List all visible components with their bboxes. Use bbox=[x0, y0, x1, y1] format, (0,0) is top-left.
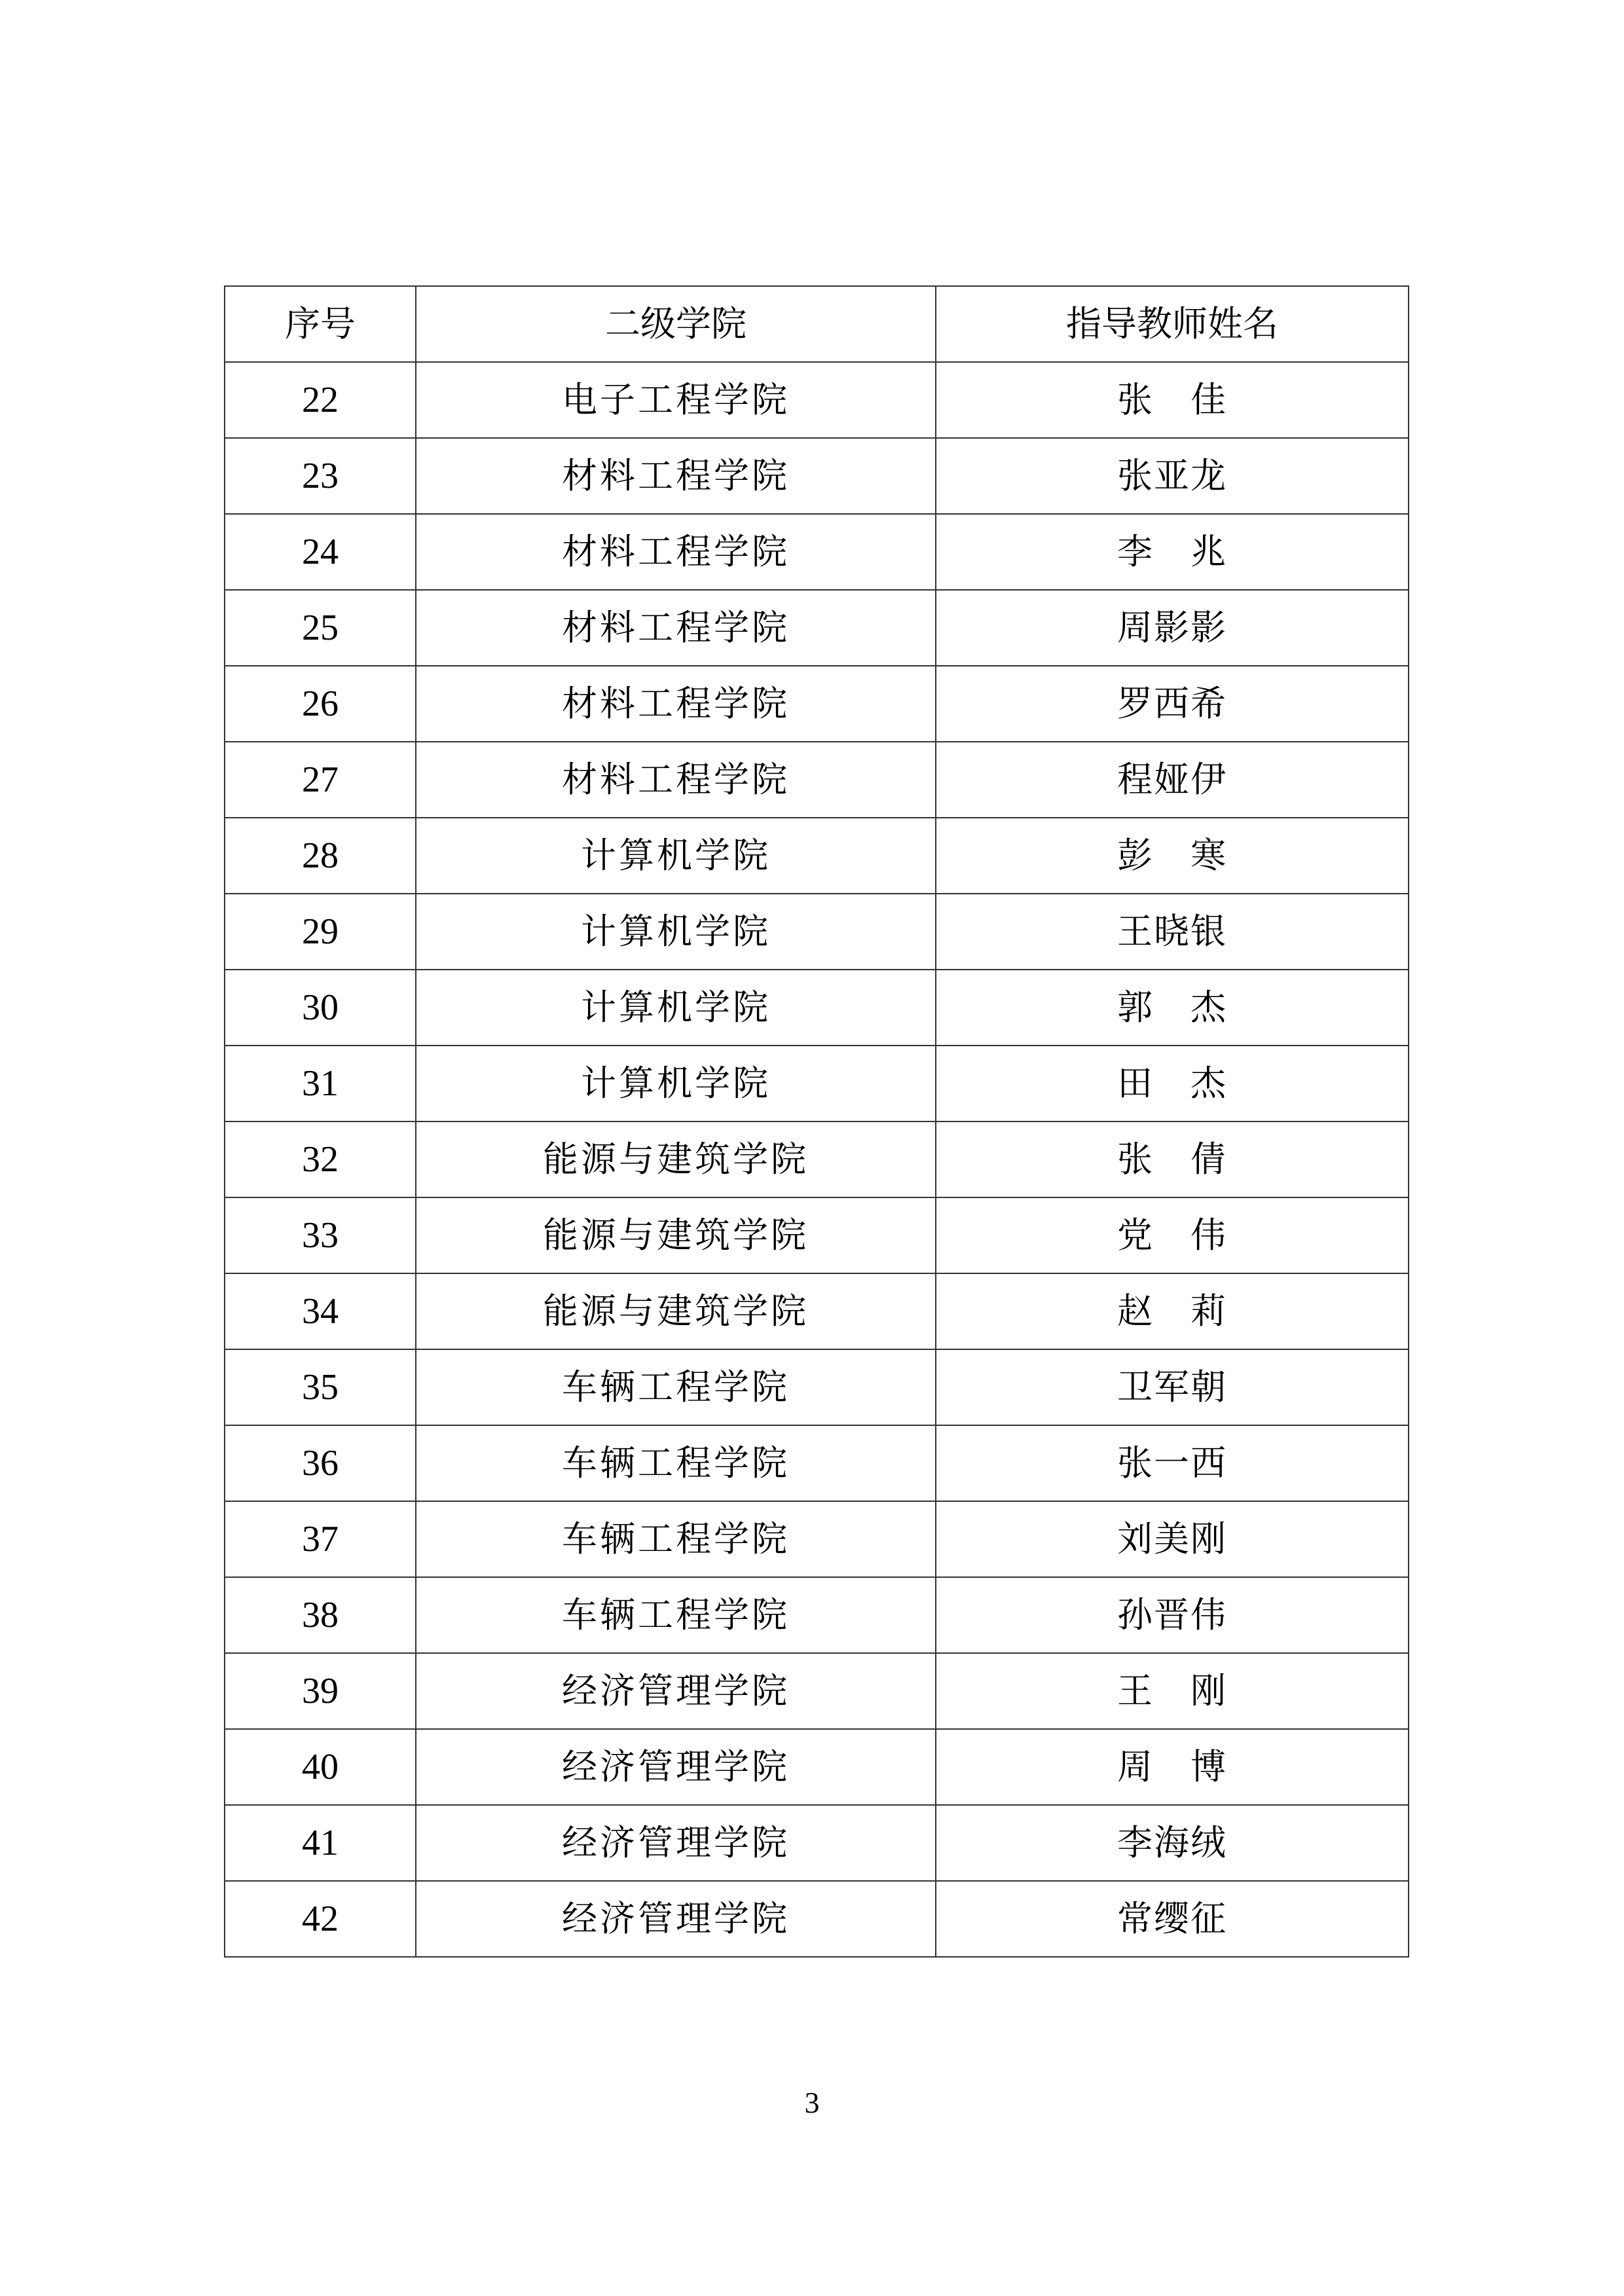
row-index: 35 bbox=[225, 1349, 416, 1425]
row-index: 28 bbox=[225, 818, 416, 894]
row-college: 车辆工程学院 bbox=[416, 1501, 936, 1577]
header-index: 序号 bbox=[225, 286, 416, 362]
row-index: 29 bbox=[225, 894, 416, 970]
table-row bbox=[225, 1805, 1409, 1881]
table-row bbox=[225, 590, 1409, 666]
row-advisor: 李 兆 bbox=[936, 514, 1409, 590]
row-college: 车辆工程学院 bbox=[416, 1349, 936, 1425]
row-advisor: 党 伟 bbox=[936, 1197, 1409, 1273]
row-index: 39 bbox=[225, 1653, 416, 1729]
table-row bbox=[225, 970, 1409, 1046]
row-advisor: 张一西 bbox=[936, 1425, 1409, 1501]
row-index: 34 bbox=[225, 1273, 416, 1349]
row-college: 能源与建筑学院 bbox=[416, 1121, 936, 1197]
row-college: 材料工程学院 bbox=[416, 514, 936, 590]
row-index: 38 bbox=[225, 1577, 416, 1653]
row-advisor: 李海绒 bbox=[936, 1805, 1409, 1881]
table-row bbox=[225, 818, 1409, 894]
row-college: 车辆工程学院 bbox=[416, 1577, 936, 1653]
row-advisor: 张 倩 bbox=[936, 1121, 1409, 1197]
row-college: 计算机学院 bbox=[416, 818, 936, 894]
table-row bbox=[225, 894, 1409, 970]
row-advisor: 彭 寒 bbox=[936, 818, 1409, 894]
row-advisor: 周影影 bbox=[936, 590, 1409, 666]
row-advisor: 罗西希 bbox=[936, 666, 1409, 742]
row-college: 经济管理学院 bbox=[416, 1653, 936, 1729]
row-college: 材料工程学院 bbox=[416, 742, 936, 818]
row-index: 23 bbox=[225, 438, 416, 514]
row-index: 30 bbox=[225, 970, 416, 1046]
row-college: 能源与建筑学院 bbox=[416, 1273, 936, 1349]
row-college: 计算机学院 bbox=[416, 894, 936, 970]
row-advisor: 周 博 bbox=[936, 1729, 1409, 1805]
row-index: 42 bbox=[225, 1881, 416, 1957]
table-header bbox=[225, 286, 1409, 362]
table-row bbox=[225, 1653, 1409, 1729]
row-college: 经济管理学院 bbox=[416, 1729, 936, 1805]
row-college: 车辆工程学院 bbox=[416, 1425, 936, 1501]
row-advisor: 张 佳 bbox=[936, 362, 1409, 438]
row-college: 能源与建筑学院 bbox=[416, 1197, 936, 1273]
row-index: 36 bbox=[225, 1425, 416, 1501]
row-advisor: 程娅伊 bbox=[936, 742, 1409, 818]
row-index: 33 bbox=[225, 1197, 416, 1273]
table-row bbox=[225, 1349, 1409, 1425]
row-index: 26 bbox=[225, 666, 416, 742]
row-advisor: 郭 杰 bbox=[936, 970, 1409, 1046]
row-advisor: 卫军朝 bbox=[936, 1349, 1409, 1425]
table-row bbox=[225, 1501, 1409, 1577]
table-row bbox=[225, 1197, 1409, 1273]
row-advisor: 王晓银 bbox=[936, 894, 1409, 970]
table-row bbox=[225, 1577, 1409, 1653]
advisor-table bbox=[224, 285, 1409, 1958]
row-index: 40 bbox=[225, 1729, 416, 1805]
row-college: 材料工程学院 bbox=[416, 590, 936, 666]
table-row bbox=[225, 1425, 1409, 1501]
table-body bbox=[225, 362, 1409, 1957]
row-college: 计算机学院 bbox=[416, 970, 936, 1046]
row-college: 经济管理学院 bbox=[416, 1805, 936, 1881]
row-index: 27 bbox=[225, 742, 416, 818]
table-row bbox=[225, 362, 1409, 438]
table-row bbox=[225, 1729, 1409, 1805]
header-advisor: 指导教师姓名 bbox=[936, 286, 1409, 362]
table-row bbox=[225, 438, 1409, 514]
row-advisor: 孙晋伟 bbox=[936, 1577, 1409, 1653]
row-advisor: 王 刚 bbox=[936, 1653, 1409, 1729]
row-college: 计算机学院 bbox=[416, 1046, 936, 1121]
row-index: 24 bbox=[225, 514, 416, 590]
row-college: 材料工程学院 bbox=[416, 666, 936, 742]
table-row bbox=[225, 1046, 1409, 1121]
row-index: 31 bbox=[225, 1046, 416, 1121]
header-college: 二级学院 bbox=[416, 286, 936, 362]
table-row bbox=[225, 1273, 1409, 1349]
table-row bbox=[225, 514, 1409, 590]
table-row bbox=[225, 1121, 1409, 1197]
row-advisor: 常缨征 bbox=[936, 1881, 1409, 1957]
row-advisor: 田 杰 bbox=[936, 1046, 1409, 1121]
row-advisor: 赵 莉 bbox=[936, 1273, 1409, 1349]
row-index: 25 bbox=[225, 590, 416, 666]
row-advisor: 刘美刚 bbox=[936, 1501, 1409, 1577]
row-index: 37 bbox=[225, 1501, 416, 1577]
row-index: 22 bbox=[225, 362, 416, 438]
row-college: 电子工程学院 bbox=[416, 362, 936, 438]
row-college: 经济管理学院 bbox=[416, 1881, 936, 1957]
row-advisor: 张亚龙 bbox=[936, 438, 1409, 514]
page-number: 3 bbox=[804, 2086, 820, 2119]
table-row bbox=[225, 1881, 1409, 1957]
table-header-row bbox=[225, 286, 1409, 362]
row-index: 41 bbox=[225, 1805, 416, 1881]
row-index: 32 bbox=[225, 1121, 416, 1197]
table-row bbox=[225, 666, 1409, 742]
table-row bbox=[225, 742, 1409, 818]
row-college: 材料工程学院 bbox=[416, 438, 936, 514]
